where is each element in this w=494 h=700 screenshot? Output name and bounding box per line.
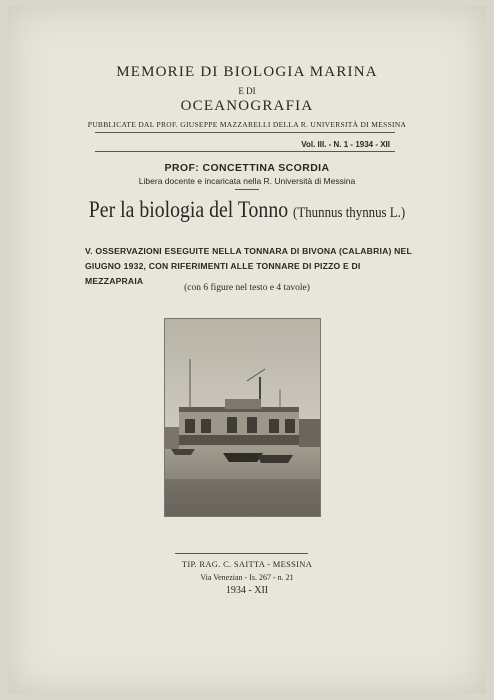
imprint-rule <box>175 553 308 554</box>
author-affiliation: Libera docente e incaricata nella R. Università di Messina <box>138 176 356 186</box>
cover-photograph <box>164 318 321 517</box>
publisher-line: PUBBLICATE DAL PROF. GIUSEPPE MAZZARELLI DELLA R. UNIVERSITÀ DI MESSINA <box>87 120 407 129</box>
publication-year: 1934 - XII <box>225 585 269 596</box>
volume-info: Vol. III. - N. 1 - 1934 - XII <box>301 140 390 149</box>
series-title-line2: OCEANOGRAFIA <box>180 98 314 114</box>
tonnara-building-photo <box>165 319 320 516</box>
species-name: (Thunnus thynnus L.) <box>293 205 406 221</box>
printer-address: Via Venezian - Is. 267 - n. 21 <box>200 573 294 582</box>
printer-name: TIP. RAG. C. SAITTA - MESSINA <box>181 559 313 569</box>
paper-subtitle: V. OSSERVAZIONI ESEGUITE NELLA TONNARA DI BIVONA (CALABRIA) NEL GIUGNO 1932, CON RIFERIMENTI ALLE TONNARE DI PIZZO E DI MEZZAPRAIA <box>85 246 412 286</box>
divider-rule <box>95 132 395 133</box>
divider-rule <box>95 151 395 152</box>
short-divider <box>235 189 259 190</box>
series-title-line1: MEMORIE DI BIOLOGIA MARINA <box>116 64 378 80</box>
paper-title <box>35 197 460 223</box>
series-title-conjunction: E DI <box>238 86 256 96</box>
paper-title-main: Per la biologia del Tonno <box>88 197 289 222</box>
author-name: PROF: CONCETTINA SCORDIA <box>164 162 330 174</box>
figures-note: (con 6 figure nel testo e 4 tavole) <box>184 283 310 293</box>
